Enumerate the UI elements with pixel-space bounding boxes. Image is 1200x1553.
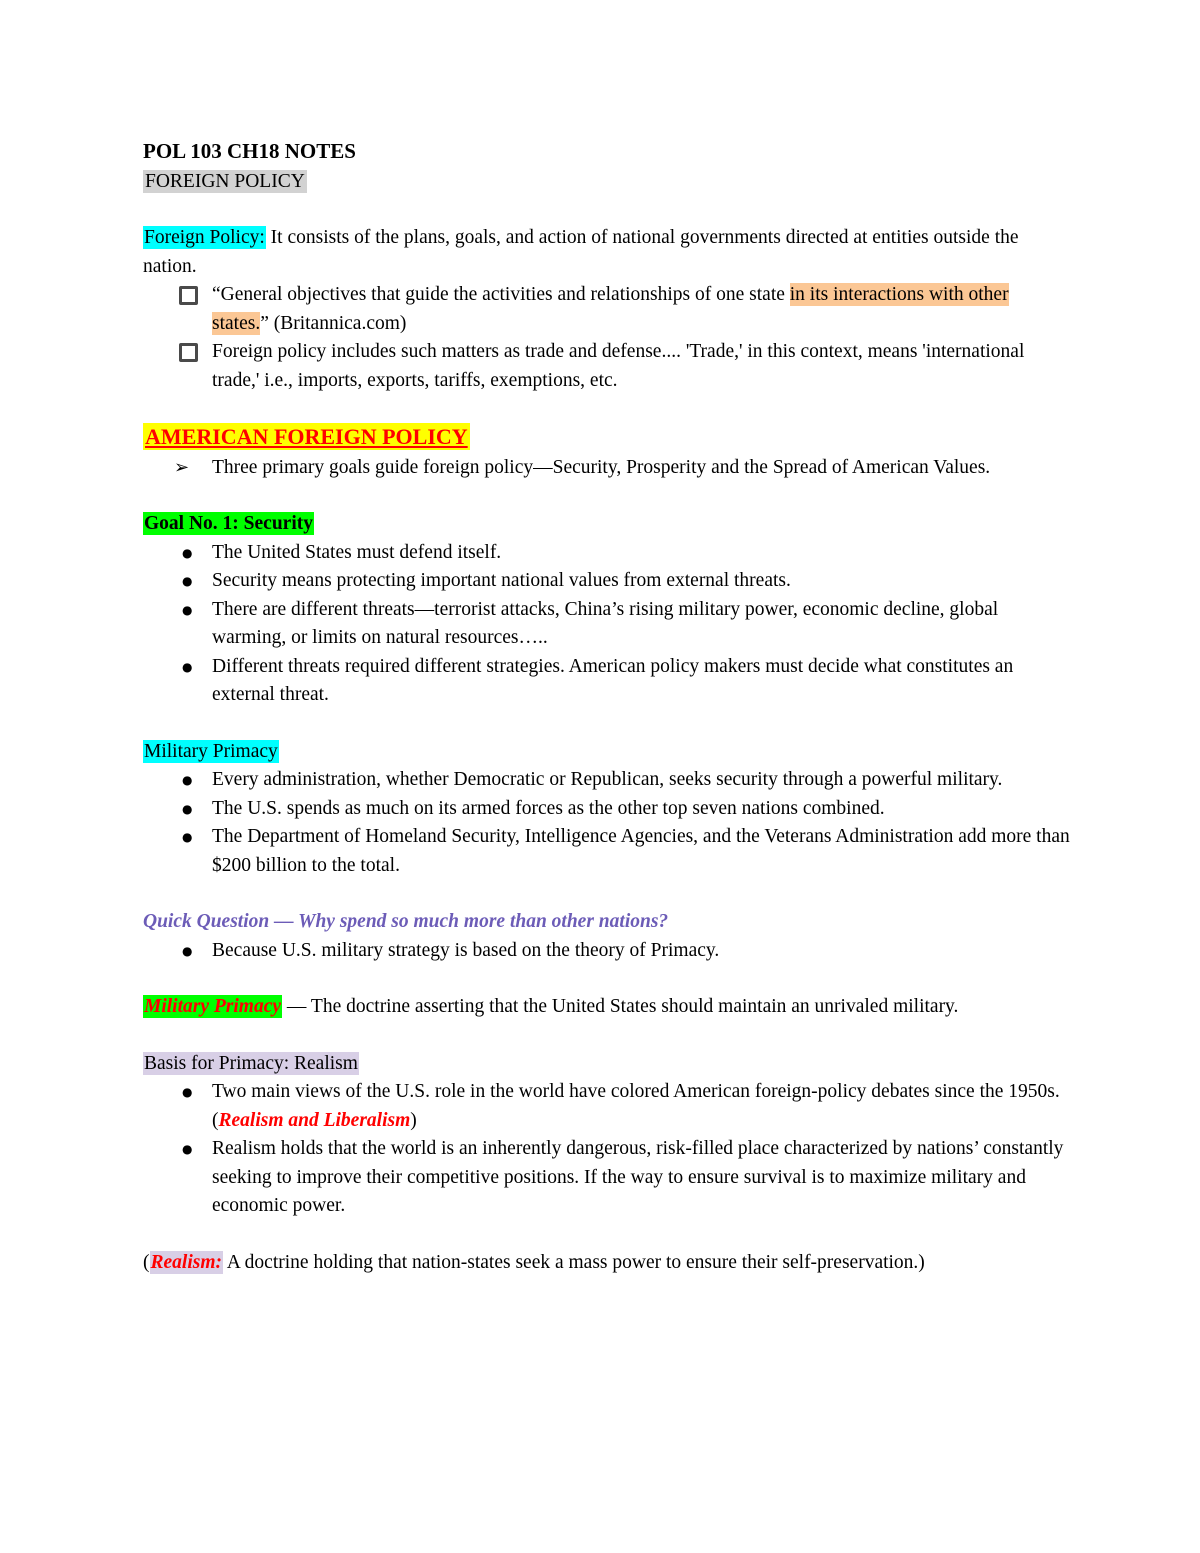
text-run: Security means protecting important national values from external threats. — [212, 570, 791, 591]
text-content — [143, 424, 470, 449]
text-run: Two main views of the U.S. role in the world have colored American foreign-policy debates since the 1950s. ( — [212, 1081, 1060, 1131]
text-run: ” (Britannica.com) — [260, 312, 407, 334]
bullet-two-main-views — [143, 1078, 1070, 1135]
text-content — [143, 1251, 925, 1274]
text-run: FOREIGN POLICY — [145, 170, 305, 192]
text-run: Different threats required different strategies. American policy makers must decide what constitutes an external threat. — [212, 655, 1014, 705]
doc-title — [143, 137, 1070, 168]
text-run: Quick Question — Why spend so much more than other nations? — [143, 911, 669, 932]
bullet-icon: ● — [182, 773, 193, 787]
document-body — [143, 137, 1070, 1277]
text-content — [212, 341, 1024, 391]
bullet-different-strategies — [143, 653, 1070, 710]
bullet-dhs-total — [143, 823, 1070, 880]
text-run: The Department of Homeland Security, Intelligence Agencies, and the Veterans Administration add more than $200 billion to the total. — [212, 826, 1070, 876]
bullet-icon: ● — [182, 659, 193, 674]
text-run: Foreign policy includes such matters as trade and defense.... 'Trade,' in this context, means 'international trade,' i.e., imports, exports, tariffs, exemptions, etc. — [212, 341, 1025, 391]
bullet-different-threats — [143, 596, 1070, 653]
text-content — [212, 570, 791, 591]
text-run: — The doctrine asserting that the United States should maintain an unrivaled military. — [282, 996, 959, 1017]
text-content — [143, 911, 668, 932]
definition-foreign-policy — [143, 224, 1070, 281]
text-run: ( — [143, 1251, 150, 1273]
text-run: There are different threats—terrorist attacks, China’s rising military power, economic decline, global warming, or limits on natural resources….. — [212, 598, 999, 648]
checkbox-item-general-objectives — [143, 281, 1070, 338]
text-content — [143, 1052, 359, 1075]
text-content — [212, 1081, 1060, 1131]
text-run: Realism holds that the world is an inherently dangerous, risk-filled place characterized by nations’ constantly seeking to improve their competitive positions. If the way to ensure survival is to maximize military and economic power. — [212, 1138, 1064, 1216]
bullet-every-administration — [143, 766, 1070, 795]
text-run: A doctrine holding that nation-states seek a mass power to ensure their self-preservation.) — [223, 1251, 925, 1273]
text-run: in its interactions with other states. — [212, 284, 1009, 334]
bullet-icon: ● — [182, 574, 193, 588]
bullet-realism-holds — [143, 1135, 1070, 1221]
quick-question — [143, 908, 1070, 937]
heading-basis-for-primacy — [143, 1050, 1070, 1079]
text-content — [212, 457, 990, 478]
text-content — [212, 826, 1070, 876]
bullet-icon: ● — [182, 801, 193, 816]
arrow-item-three-goals — [143, 454, 1070, 483]
text-run: The United States must defend itself. — [212, 541, 502, 563]
text-content — [143, 139, 356, 163]
definition-realism — [143, 1249, 1070, 1278]
bullet-icon: ● — [182, 943, 193, 958]
bullet-theory-of-primacy — [143, 937, 1070, 966]
text-content — [212, 769, 1002, 790]
section-heading-american-foreign-policy — [143, 423, 1070, 454]
text-content — [143, 740, 279, 763]
bullet-icon: ● — [182, 1142, 193, 1156]
text-run: AMERICAN FOREIGN POLICY — [145, 424, 468, 449]
text-content — [212, 1138, 1063, 1216]
heading-military-primacy — [143, 738, 1070, 767]
text-content — [143, 170, 307, 193]
text-run: Every administration, whether Democratic or Republican, seeks security through a powerful military. — [212, 769, 1003, 790]
text-run: Military Primacy — [144, 740, 278, 762]
text-run: Realism and Liberalism — [218, 1109, 411, 1131]
text-content — [212, 283, 1009, 335]
text-run: Goal No. 1: Security — [144, 513, 313, 534]
text-run: Because U.S. military strategy is based on the theory of Primacy. — [212, 939, 720, 961]
doc-subtitle — [143, 168, 1070, 197]
checkbox-item-trade-defense — [143, 338, 1070, 395]
bullet-defend-itself — [143, 539, 1070, 568]
bullet-icon: ● — [182, 1085, 193, 1099]
bullet-security-means — [143, 567, 1070, 596]
checkbox-marker-icon — [179, 343, 198, 362]
bullet-icon: ● — [182, 602, 193, 617]
bullet-icon: ● — [182, 545, 193, 560]
bullet-icon: ● — [182, 830, 193, 844]
text-content — [143, 995, 958, 1018]
text-run: Realism: — [150, 1251, 222, 1273]
text-run: Foreign Policy: — [144, 227, 265, 248]
text-run: Military Primacy — [144, 996, 282, 1017]
text-run: It consists of the plans, goals, and action of national governments directed at entities outside the nation. — [143, 227, 1019, 277]
text-run: POL 103 CH18 NOTES — [143, 139, 356, 163]
text-run: ) — [410, 1109, 417, 1131]
text-content — [212, 599, 998, 649]
text-run: Basis for Primacy: Realism — [144, 1052, 358, 1074]
definition-military-primacy — [143, 993, 1070, 1022]
text-run: Three primary goals guide foreign policy—Security, Prosperity and the Spread of American Values. — [212, 456, 991, 478]
text-content — [143, 512, 314, 535]
heading-goal-1-security — [143, 510, 1070, 539]
text-run: The U.S. spends as much on its armed forces as the other top seven nations combined. — [212, 797, 885, 819]
text-content — [212, 542, 501, 563]
bullet-us-spending — [143, 795, 1070, 824]
text-content — [212, 798, 885, 819]
text-content — [212, 940, 719, 961]
arrow-bullet-icon: ➢ — [174, 456, 190, 478]
text-content — [143, 226, 1019, 277]
text-content — [212, 656, 1013, 706]
checkbox-marker-icon — [179, 286, 198, 305]
text-run: “General objectives that guide the activities and relationships of one state — [212, 284, 790, 305]
